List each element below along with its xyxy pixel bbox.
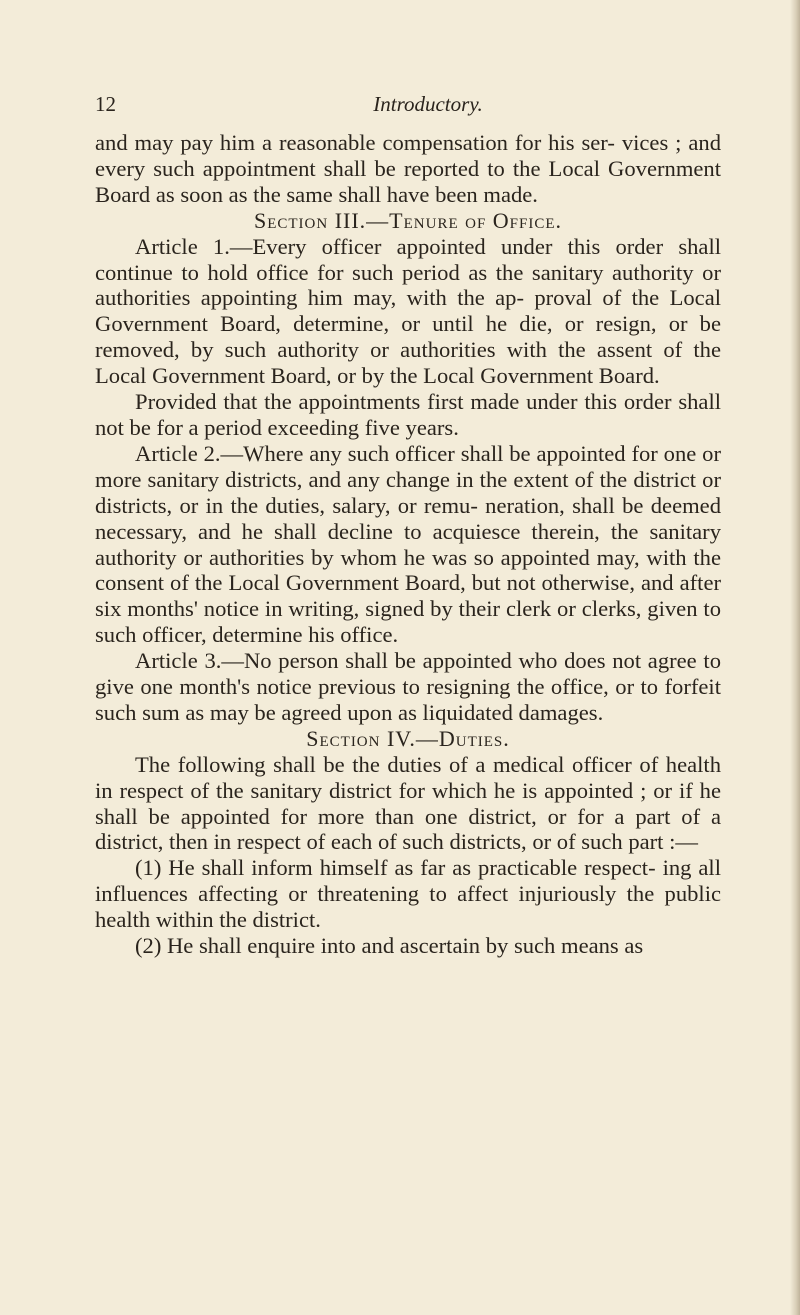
page-edge-shadow [790, 0, 800, 1315]
section-4-heading: Section IV.—Duties. [306, 725, 510, 751]
duties-intro: The following shall be the duties of a medical officer of health in respect of the sanitary district for which he is appointed ; or if he shall be appointed for more than one district, or for a part of a district, then in respect of each of such districts, or of such part :— [95, 751, 721, 855]
body-text [95, 130, 721, 959]
running-title: Introductory. [373, 92, 483, 116]
article-3: Article 3.—No person shall be appointed who does not agree to give one month's notice previous to resigning the office, or to forfeit such sum as may be agreed upon as liquidated damages. [95, 648, 721, 725]
article-2: Article 2.—Where any such officer shall be appointed for one or more sanitary districts, and any change in the extent of the district or districts, or in the duties, salary, or remu- neration, shall be deemed necessary, and he shall decline to acquiesce therein, the sanitary authority or authorities by whom he was so appointed may, with the consent of the Local Government Board, but not otherwise, and after six months' notice in writing, signed by their clerk or clerks, given to such officer, determine his office. [95, 440, 721, 648]
article-1: Article 1.—Every officer appointed under this order shall continue to hold office for such period as the sanitary authority or authorities appointing him may, with the ap- proval of the Local Government Board, determine, or until he die, or resign, or be removed, by such authority or authorities with the assent of the Local Government Board, or by the Local Government Board. [95, 233, 721, 389]
paragraph-continuation: and may pay him a reasonable compensation for his ser- vices ; and every such appointment shall be reported to the Local Government Board as soon as the same shall have been made. [95, 130, 721, 207]
duty-1: (1) He shall inform himself as far as practicable respect- ing all influences affecting or threatening to affect injuriously the public health within the district. [95, 855, 721, 933]
duty-2: (2) He shall enquire into and ascertain by such means as [135, 933, 644, 959]
page-number: 12 [95, 92, 116, 116]
running-head [95, 92, 721, 122]
section-3-heading: Section III.—Tenure of Office. [253, 207, 563, 233]
proviso: Provided that the appointments first made under this order shall not be for a period exceeding five years. [95, 389, 721, 440]
